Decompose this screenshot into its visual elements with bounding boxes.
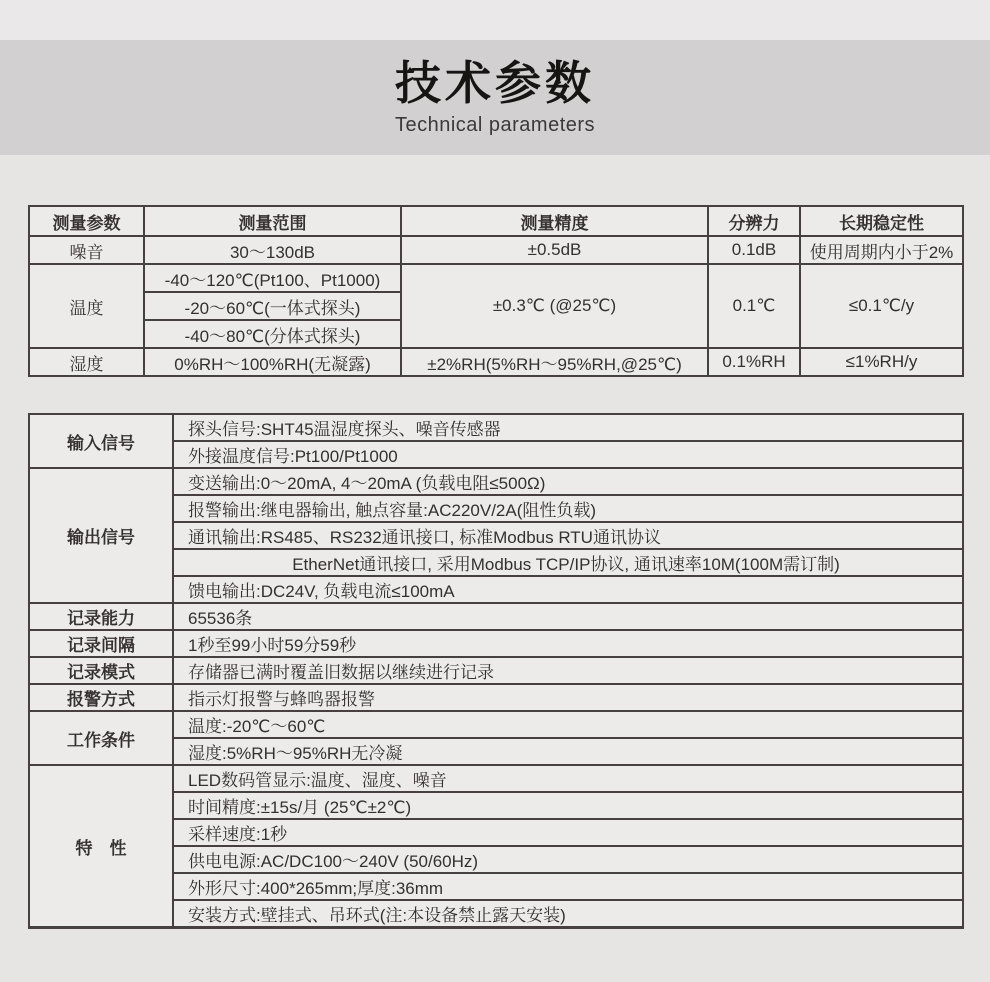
label-working-conditions: 工作条件 <box>29 711 173 765</box>
features-line-6: 安装方式:壁挂式、吊环式(注:本设备禁止露天安装) <box>173 900 963 928</box>
humidity-range: 0%RH～100%RH(无凝露) <box>144 348 401 376</box>
humidity-accuracy: ±2%RH(5%RH～95%RH,@25℃) <box>401 348 708 376</box>
noise-param: 噪音 <box>29 236 144 264</box>
row-input-signal-1 <box>29 414 963 441</box>
row-noise <box>29 236 963 264</box>
detail-table <box>28 413 964 929</box>
spec-header-row <box>29 206 963 236</box>
temperature-range-2: -20～60℃(一体式探头) <box>144 292 401 320</box>
humidity-stability: ≤1%RH/y <box>800 348 963 376</box>
title-band <box>0 40 990 155</box>
noise-range: 30～130dB <box>144 236 401 264</box>
spec-table <box>28 205 964 377</box>
output-signal-line-1: 变送输出:0～20mA, 4～20mA (负载电阻≤500Ω) <box>173 468 963 495</box>
header-resolution: 分辨力 <box>708 206 800 236</box>
row-features-1 <box>29 765 963 792</box>
features-line-2: 时间精度:±15s/月 (25℃±2℃) <box>173 792 963 819</box>
features-line-4: 供电电源:AC/DC100～240V (50/60Hz) <box>173 846 963 873</box>
header-measure-range: 测量范围 <box>144 206 401 236</box>
label-features: 特 性 <box>29 765 173 928</box>
noise-resolution: 0.1dB <box>708 236 800 264</box>
page-title: 技术参数 <box>395 57 595 110</box>
output-signal-line-3: 通讯输出:RS485、RS232通讯接口, 标准Modbus RTU通讯协议 <box>173 522 963 549</box>
features-line-3: 采样速度:1秒 <box>173 819 963 846</box>
working-conditions-line-1: 温度:-20℃～60℃ <box>173 711 963 738</box>
humidity-param: 湿度 <box>29 348 144 376</box>
input-signal-line-2: 外接温度信号:Pt100/Pt1000 <box>173 441 963 468</box>
features-line-5: 外形尺寸:400*265mm;厚度:36mm <box>173 873 963 900</box>
temperature-resolution: 0.1℃ <box>708 264 800 348</box>
record-capacity-value: 65536条 <box>173 603 963 630</box>
label-record-interval: 记录间隔 <box>29 630 173 657</box>
row-temperature-1 <box>29 264 963 292</box>
header-measure-accuracy: 测量精度 <box>401 206 708 236</box>
output-signal-line-5: 馈电输出:DC24V, 负载电流≤100mA <box>173 576 963 603</box>
row-alarm-mode <box>29 684 963 711</box>
noise-stability: 使用周期内小于2% <box>800 236 963 264</box>
noise-accuracy: ±0.5dB <box>401 236 708 264</box>
page-subtitle: Technical parameters <box>394 113 596 136</box>
input-signal-line-1: 探头信号:SHT45温湿度探头、噪音传感器 <box>173 414 963 441</box>
row-output-signal-1 <box>29 468 963 495</box>
temperature-param: 温度 <box>29 264 144 348</box>
top-strip <box>0 0 990 40</box>
row-working-conditions-1 <box>29 711 963 738</box>
record-mode-value: 存储器已满时覆盖旧数据以继续进行记录 <box>173 657 963 684</box>
temperature-range-1: -40～120℃(Pt100、Pt1000) <box>144 264 401 292</box>
working-conditions-line-2: 湿度:5%RH～95%RH无冷凝 <box>173 738 963 765</box>
output-signal-line-2: 报警输出:继电器输出, 触点容量:AC220V/2A(阻性负载) <box>173 495 963 522</box>
row-record-mode <box>29 657 963 684</box>
label-input-signal: 输入信号 <box>29 414 173 468</box>
label-alarm-mode: 报警方式 <box>29 684 173 711</box>
alarm-mode-value: 指示灯报警与蜂鸣器报警 <box>173 684 963 711</box>
header-long-term-stability: 长期稳定性 <box>800 206 963 236</box>
temperature-range-3: -40～80℃(分体式探头) <box>144 320 401 348</box>
label-record-capacity: 记录能力 <box>29 603 173 630</box>
row-record-capacity <box>29 603 963 630</box>
temperature-stability: ≤0.1℃/y <box>800 264 963 348</box>
record-interval-value: 1秒至99小时59分59秒 <box>173 630 963 657</box>
label-record-mode: 记录模式 <box>29 657 173 684</box>
temperature-accuracy: ±0.3℃ (@25℃) <box>401 264 708 348</box>
humidity-resolution: 0.1%RH <box>708 348 800 376</box>
output-signal-line-4: EtherNet通讯接口, 采用Modbus TCP/IP协议, 通讯速率10M(100M需订制) <box>173 549 963 576</box>
label-output-signal: 输出信号 <box>29 468 173 603</box>
header-measure-param: 测量参数 <box>29 206 144 236</box>
features-line-1: LED数码管显示:温度、湿度、噪音 <box>173 765 963 792</box>
row-record-interval <box>29 630 963 657</box>
row-humidity <box>29 348 963 376</box>
